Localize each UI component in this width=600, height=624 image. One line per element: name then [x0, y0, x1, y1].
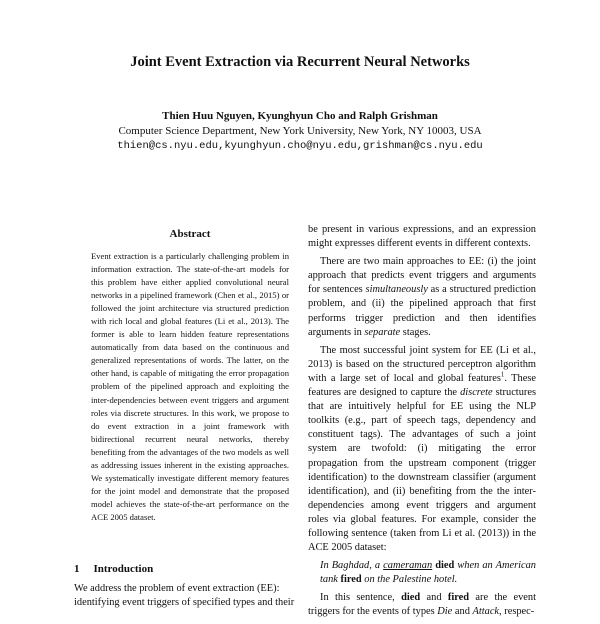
paragraph: be present in various expressions, and an expression might expresses different events in different contexts.	[308, 224, 536, 250]
text-run: . These features are designed to capture the	[308, 372, 536, 399]
text-run: In Baghdad, a	[320, 560, 384, 572]
text-run: structures that are intuitively helpful for EE using the NLP toolkits (e.g., part of speech tags, dependency and constituent tags). The advantages of such a joint system are twofold: (i) mitigating the error propagation from the upstream component (trigger identification) to the downstream classifier (argument identification), and (ii) benefiting from the the inter-dependencies among event triggers and argument roles via global features. For example, consider the following sentence (taken from Li et al. (2013)) in the ACE 2005 dataset:	[308, 387, 537, 554]
underlined-word: cameraman	[383, 560, 433, 572]
affiliation: Computer Science Department, New York University, New York, NY 10003, USA	[118, 125, 482, 137]
text-run: are the event triggers for the events of types	[308, 592, 537, 618]
author-list: Thien Huu Nguyen, Kyunghyun Cho and Ralph Grishman	[162, 110, 438, 122]
bold-trigger: fired	[447, 592, 470, 604]
footnote-mark: 1	[500, 370, 505, 379]
intro-line: We address the problem of event extraction (EE):	[74, 583, 280, 594]
right-column	[308, 223, 536, 624]
paragraph	[308, 255, 536, 340]
section-number: 1	[74, 563, 80, 575]
intro-line: identifying event triggers of specified types and their	[74, 597, 295, 608]
text-run: In this sentence,	[320, 592, 402, 604]
abstract-heading: Abstract	[169, 228, 211, 240]
section-title: Introduction	[93, 563, 154, 575]
abstract-text: Event extraction is a particularly challenging problem in information extraction. The state-of-the-art models for this problem have either applied convolutional neural networks in a pipelined framework (Chen et al., 2015) or followed the joint architecture via structured prediction with rich local and global features (Li et al., 2013). The former is able to learn hidden feature representations automatically from data based on the continuous and generalized representations of words. The latter, on the other hand, is capable of mitigating the error propagation problem of the pipelined approach and exploiting the inter-dependencies between event triggers and argument roles via discrete structures. In this work, we propose to do event extraction in a joint framework with bidirectional recurrent neural networks, thereby benefiting from the advantages of the two models as well as addressing issues inherent in the existing approaches. We systematically investigate different memory features for the joint model and demonstrate that the proposed model achieves the state-of-the-art performance on the ACE 2005 dataset.	[91, 251, 289, 522]
emphasis: discrete	[460, 387, 493, 399]
paper-title: Joint Event Extraction via Recurrent Neural Networks	[130, 54, 470, 70]
text-run: , respec-	[499, 606, 535, 618]
section-heading-introduction	[74, 563, 153, 575]
example-sentence	[308, 559, 536, 587]
paragraph	[308, 591, 536, 619]
paragraph	[308, 344, 536, 555]
author-emails: thien@cs.nyu.edu,kyunghyun.cho@nyu.edu,grishman@cs.nyu.edu	[117, 140, 483, 152]
emphasis: separate	[364, 326, 401, 338]
text-run: The most successful joint system for EE (Li et al., 2013) is based on the structured perceptron algorithm with a large set of local and global features	[308, 344, 536, 384]
bold-trigger: died	[432, 560, 455, 572]
text-run: on the Palestine hotel.	[361, 574, 458, 586]
text-run: when an American tank	[320, 560, 537, 586]
text-run: and	[420, 592, 448, 604]
introduction-text	[74, 582, 306, 610]
bold-trigger: fired	[340, 574, 362, 586]
text-run: stages.	[400, 326, 431, 338]
text-run: as a structured prediction problem, and (ii) the pipelined approach that first performs trigger prediction and then identifies arguments in	[308, 284, 536, 338]
text-run: and	[452, 606, 473, 618]
emphasis: Die	[437, 606, 453, 618]
bold-trigger: died	[401, 592, 421, 604]
text-run: There are two main approaches to EE: (i) the joint approach that predicts event triggers and arguments for sentences	[308, 256, 536, 296]
emphasis: Attack	[472, 606, 500, 618]
emphasis: simultaneously	[365, 284, 428, 296]
